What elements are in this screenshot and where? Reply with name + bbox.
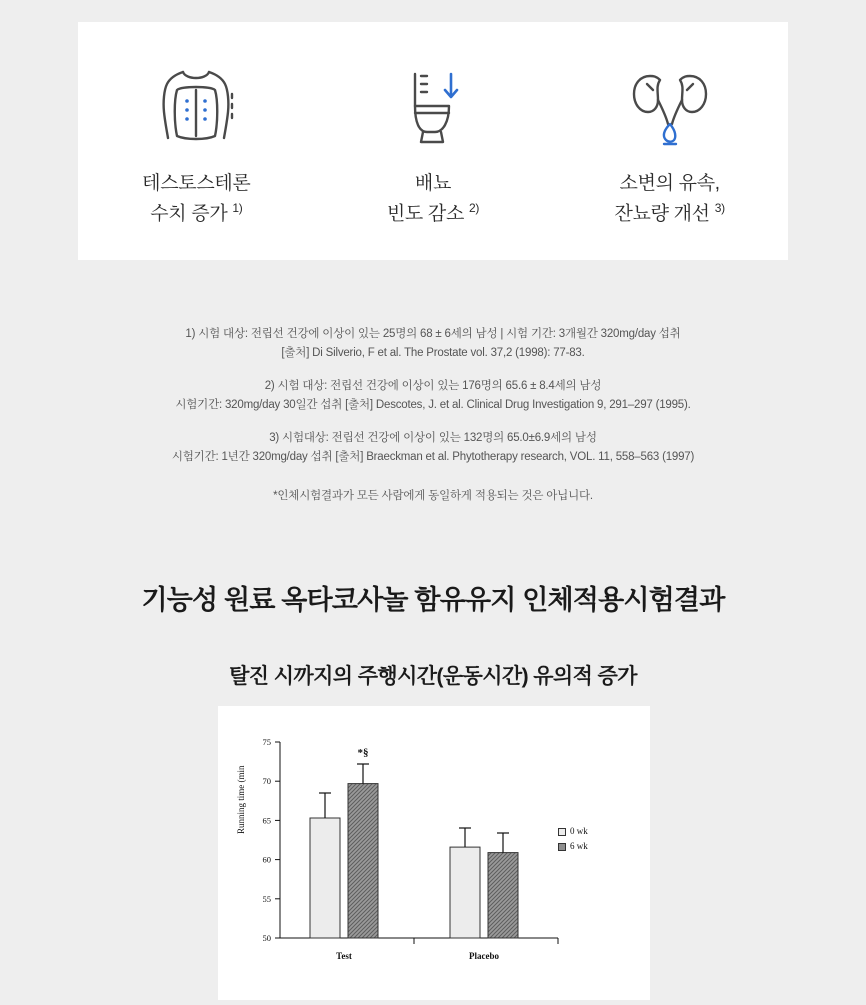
benefit-superscript: 3) <box>714 200 725 215</box>
footnote-group-1 <box>0 325 866 363</box>
benefit-line2: 수치 증가 <box>150 202 228 224</box>
page-title: 기능성 원료 옥타코사놀 함유유지 인체적용시험결과 <box>141 585 725 615</box>
benefit-label <box>333 170 533 228</box>
svg-text:Placebo: Placebo <box>469 951 499 961</box>
footnote-disclaimer: *인체시험결과가 모든 사람에게 동일하게 적용되는 것은 아닙니다. <box>273 489 593 502</box>
footnote-line: 시험기간: 320mg/day 30일간 섭취 [출처] Descotes, J. et al. Clinical Drug Investigation 9, 291–297 (1995). <box>175 398 691 411</box>
benefit-line1: 소변의 유속, <box>619 173 720 194</box>
benefit-label <box>570 170 770 228</box>
svg-text:50: 50 <box>262 933 271 943</box>
legend-label: 6 wk <box>570 841 588 852</box>
legend-swatch-icon <box>558 828 566 836</box>
footnote-line: 3) 시험대상: 전립선 건강에 이상이 있는 132명의 65.0±6.9세의 남성 <box>269 431 597 444</box>
benefit-line2: 빈도 감소 <box>386 202 465 224</box>
benefit-line1: 테스토스테론 <box>142 173 251 194</box>
benefit-item-testosterone <box>96 58 296 228</box>
svg-text:60: 60 <box>262 854 271 865</box>
chart-y-axis-label: Running time (min <box>236 765 246 834</box>
svg-text:70: 70 <box>262 776 271 787</box>
benefit-label <box>96 170 296 228</box>
footnote-line: 시험기간: 1년간 320mg/day 섭취 [출처] Braeckman et al. Phytotherapy research, VOL. 11, 558–563 (1997) <box>171 450 695 463</box>
benefits-card <box>78 22 788 260</box>
legend-label: 0 wk <box>570 826 588 836</box>
svg-text:Test: Test <box>336 951 352 961</box>
svg-text:55: 55 <box>262 893 271 904</box>
footnote-group-3 <box>0 429 866 467</box>
footnotes <box>0 325 866 506</box>
kidney-icon <box>570 58 770 154</box>
legend-swatch-icon <box>558 843 566 851</box>
benefit-item-urination-frequency <box>333 58 533 228</box>
svg-text:*§: *§ <box>357 747 369 759</box>
benefit-line2: 잔뇨량 개선 <box>614 202 710 224</box>
svg-text:65: 65 <box>262 815 271 826</box>
svg-text:75: 75 <box>262 737 271 747</box>
footnote-line: 2) 시험 대상: 전립선 건강에 이상이 있는 176명의 65.6 ± 8.4세의 남성 <box>264 379 602 392</box>
bar-chart <box>218 706 650 1000</box>
legend-item-6wk <box>558 839 588 854</box>
legend-item-0wk <box>558 824 588 839</box>
footnote-line: [출처] Di Silverio, F et al. The Prostate vol. 37,2 (1998): 77-83. <box>281 346 585 359</box>
chart-legend <box>558 824 588 855</box>
toilet-icon <box>333 58 533 154</box>
chart-panel <box>218 706 650 1000</box>
benefit-item-urine-flow <box>570 58 770 228</box>
benefit-superscript: 2) <box>469 200 480 215</box>
benefit-superscript: 1) <box>232 200 243 215</box>
benefit-line1: 배뇨 <box>414 173 452 194</box>
torso-body-icon <box>96 58 296 154</box>
footnote-group-2 <box>0 377 866 415</box>
footnote-line: 1) 시험 대상: 전립선 건강에 이상이 있는 25명의 68 ± 6세의 남성 | 시험 기간: 3개월간 320mg/day 섭취 <box>185 328 681 340</box>
section-subtitle: 탈진 시까지의 주행시간(운동시간) 유의적 증가 <box>229 665 637 688</box>
